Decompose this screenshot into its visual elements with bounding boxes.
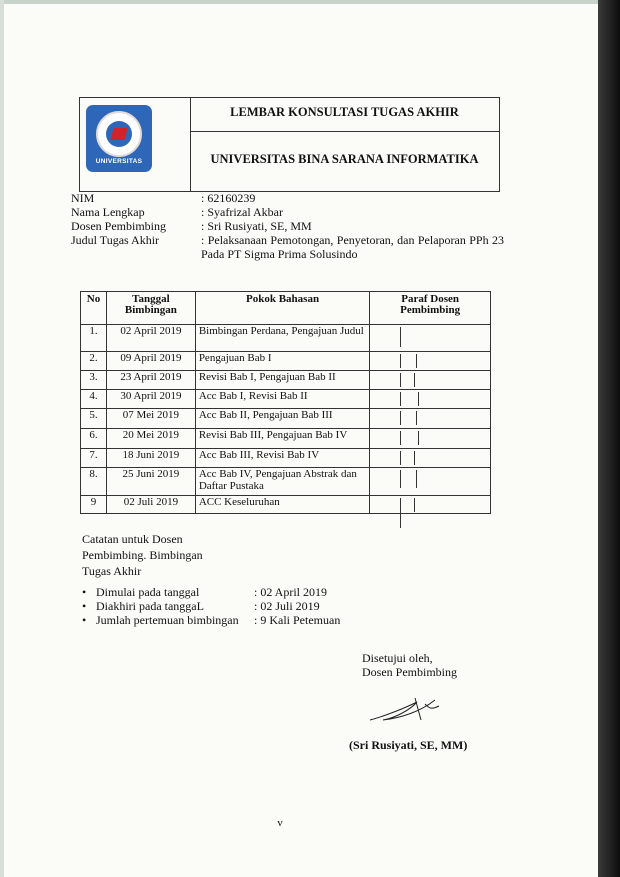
student-info [71, 191, 511, 261]
notes-line-2: Pembimbing. Bimbingan [82, 548, 203, 562]
nim-value: : 62160239 [201, 191, 256, 205]
table-header-row [81, 292, 491, 325]
university-name: UNIVERSITAS BINA SARANA INFORMATIKA [210, 152, 479, 166]
notes-section [82, 531, 203, 579]
table-row: 1. 02 April 2019 Bimbingan Perdana, Pengajuan Judul [81, 325, 491, 352]
bullet-icon: • [82, 613, 87, 627]
signature-mark [370, 390, 491, 409]
consultation-table [80, 291, 491, 514]
bullet-icon: • [82, 599, 87, 613]
approval-block [362, 651, 457, 679]
signature-mark [370, 449, 491, 468]
notes-line-3: Tugas Akhir [82, 564, 142, 578]
bullet-icon: • [82, 585, 87, 599]
signature-mark [370, 371, 491, 390]
approved-by: Disetujui oleh, [362, 651, 433, 665]
signer-name: (Sri Rusiyati, SE, MM) [349, 738, 468, 752]
signature-mark [370, 468, 491, 496]
table-row: 4. 30 April 2019 Acc Bab I, Revisi Bab II [81, 390, 491, 409]
signature-mark [370, 429, 491, 449]
logo-seal-icon [96, 111, 142, 157]
header-box [79, 97, 500, 192]
university-logo [86, 105, 152, 172]
table-row: 8. 25 Juni 2019 Acc Bab IV, Pengajuan Abstrak dan Daftar Pustaka [81, 468, 491, 496]
table-row: 6. 20 Mei 2019 Revisi Bab III, Pengajuan Bab IV [81, 429, 491, 449]
scan-edge-left [0, 0, 4, 877]
advisor-value: : Sri Rusiyati, SE, MM [201, 219, 312, 233]
notes-line-1: Catatan untuk Dosen [82, 532, 183, 546]
col-date: Tanggal Bimbingan [106, 292, 195, 325]
table-row: 3. 23 April 2019 Revisi Bab I, Pengajuan Bab II [81, 371, 491, 390]
thesis-label: Judul Tugas Akhir [71, 233, 160, 247]
handwritten-signature [365, 690, 445, 730]
advisor-label: Dosen Pembimbing [71, 219, 166, 233]
logo-text: UNIVERSITAS [95, 158, 143, 165]
signature-mark [370, 409, 491, 429]
document-page: UNIVERSITAS LEMBAR KONSULTASI TUGAS AKHIR UNIVERSITAS BINA SARANA INFORMATIKA NIM : 62160239 Nama Lengkap : Syafrizal Akbar Dosen Pembimbing : Sri Rusiyati, SE, MM Judul Tugas Akhir : Pelaksanaan Pemotongan, Penyetoran, dan Pelaporan PPh 23 Pada PT Sigma Prima Solusindo No Tanggal Bimbingan Pokok Bahasan Paraf Dosen Pembimbing 1. 02 April 2019 Bimbingan Perdana, Pengajuan Judul 2. 09 April 2019 Pengajuan Bab I 3. 23 April 2019 Revisi Bab I, Pengajuan Bab II 4. 30 April 2019 Acc Bab I, Revisi Bab II 5. 07 Mei 2019 Acc Bab II, Pengajuan Bab III 6. 20 Mei 2019 Revisi Bab III, Pengajuan Bab IV 7. 18 Juni 2019 Acc Bab III, Revisi Bab IV 8. 25 Juni 2019 Acc Bab IV, Pengajuan Abstrak dan Daftar Pustaka 9 02 Juli 2019 ACC Keseluruhan Catatan untuk Dosen Pembimbing. Bimbingan Tugas Akhir • Dimulai pada tanggal : 02 April 2019 • Diakhiri pada tanggaL : 02 Juli 2019 • Jumlah pertemuan bimbingan : 9 Kali Petemuan Disetujui oleh, Dosen Pembimbing (Sri Rusiyati, SE, MM) v [0, 0, 598, 877]
signature-mark [370, 325, 491, 352]
signature-mark [370, 496, 491, 514]
approver-role: Dosen Pembimbing [362, 665, 457, 679]
nim-label: NIM [71, 191, 95, 205]
scan-dark-edge [598, 0, 620, 877]
col-signature: Paraf Dosen Pembimbing [370, 292, 491, 325]
table-row: 9 02 Juli 2019 ACC Keseluruhan [81, 496, 491, 514]
name-label: Nama Lengkap [71, 205, 145, 219]
signature-mark [370, 352, 491, 371]
scan-edge-top [0, 0, 598, 4]
thesis-value: : Pelaksanaan Pemotongan, Penyetoran, dan Pelaporan PPh 23 Pada PT Sigma Prima Solusindo [201, 233, 504, 261]
table-row: 2. 09 April 2019 Pengajuan Bab I [81, 352, 491, 371]
table-row: 5. 07 Mei 2019 Acc Bab II, Pengajuan Bab III [81, 409, 491, 429]
name-value: : Syafrizal Akbar [201, 205, 283, 219]
logo-cell [80, 98, 191, 191]
col-topic: Pokok Bahasan [195, 292, 369, 325]
page-number: v [277, 817, 283, 829]
form-title: LEMBAR KONSULTASI TUGAS AKHIR [230, 105, 459, 119]
table-row: 7. 18 Juni 2019 Acc Bab III, Revisi Bab IV [81, 449, 491, 468]
col-no: No [81, 292, 107, 325]
